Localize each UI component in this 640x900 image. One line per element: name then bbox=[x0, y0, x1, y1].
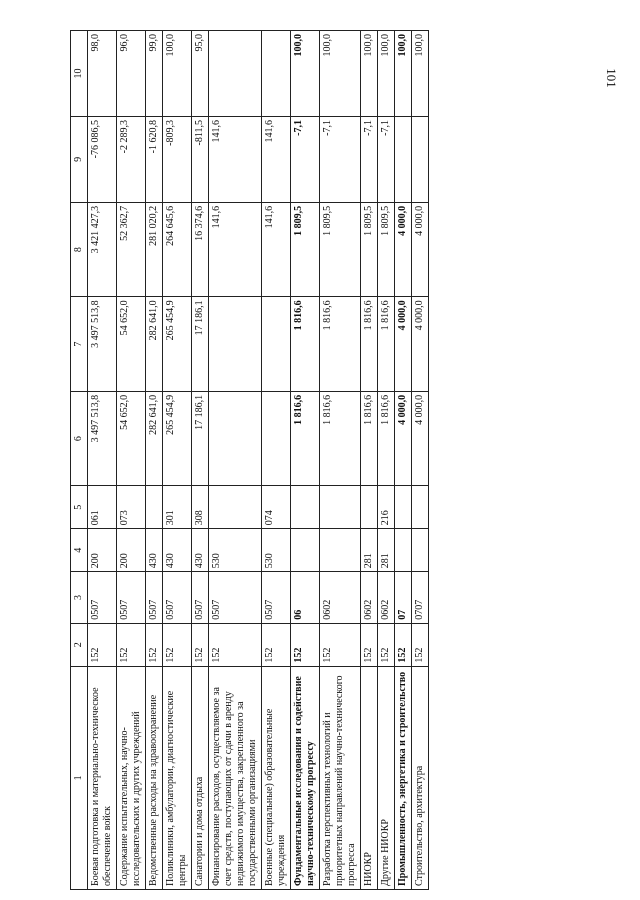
col-header-6: 6 bbox=[71, 391, 88, 485]
cell-col-5: 061 bbox=[88, 486, 117, 529]
cell-col-10: 99,0 bbox=[146, 31, 163, 117]
cell-col-4: 200 bbox=[88, 529, 117, 572]
col-header-10: 10 bbox=[71, 31, 88, 117]
cell-col-6: 1 816,6 bbox=[378, 391, 395, 485]
row-label: Другие НИОКР bbox=[378, 666, 395, 889]
cell-col-5: 074 bbox=[262, 486, 291, 529]
cell-col-4: 530 bbox=[262, 529, 291, 572]
col-header-3: 3 bbox=[71, 572, 88, 624]
row-label: Фундаментальные исследования и содействие научно-техническому прогрессу bbox=[291, 666, 320, 889]
table-row bbox=[262, 31, 291, 890]
cell-col-9: -7,1 bbox=[378, 116, 395, 202]
cell-col-10: 100,0 bbox=[361, 31, 378, 117]
col-header-2: 2 bbox=[71, 623, 88, 666]
cell-col-2: 152 bbox=[395, 623, 412, 666]
cell-col-7: 1 816,6 bbox=[361, 297, 378, 391]
cell-col-3: 0507 bbox=[88, 572, 117, 624]
cell-col-8: 141,6 bbox=[209, 202, 262, 296]
cell-col-5: 216 bbox=[378, 486, 395, 529]
cell-col-6: 4 000,0 bbox=[395, 391, 412, 485]
cell-col-5 bbox=[291, 486, 320, 529]
cell-col-2: 152 bbox=[163, 623, 192, 666]
row-label: Военные (специальные) образовательные учреждения bbox=[262, 666, 291, 889]
cell-col-5 bbox=[412, 486, 429, 529]
table-row bbox=[320, 31, 361, 890]
cell-col-3: 0602 bbox=[361, 572, 378, 624]
cell-col-8: 264 645,6 bbox=[163, 202, 192, 296]
cell-col-9: -7,1 bbox=[291, 116, 320, 202]
cell-col-9: 141,6 bbox=[209, 116, 262, 202]
cell-col-8: 4 000,0 bbox=[412, 202, 429, 296]
cell-col-3: 0602 bbox=[320, 572, 361, 624]
col-header-1: 1 bbox=[71, 666, 88, 889]
cell-col-4: 530 bbox=[209, 529, 262, 572]
cell-col-4: 430 bbox=[146, 529, 163, 572]
cell-col-4: 200 bbox=[117, 529, 146, 572]
cell-col-10: 95,0 bbox=[192, 31, 209, 117]
table-row bbox=[146, 31, 163, 890]
table-row bbox=[192, 31, 209, 890]
cell-col-8: 1 809,5 bbox=[320, 202, 361, 296]
cell-col-9 bbox=[412, 116, 429, 202]
cell-col-8: 141,6 bbox=[262, 202, 291, 296]
col-header-5: 5 bbox=[71, 486, 88, 529]
page-number: 101 bbox=[603, 68, 619, 88]
cell-col-4: 430 bbox=[163, 529, 192, 572]
cell-col-6: 265 454,9 bbox=[163, 391, 192, 485]
cell-col-10: 100,0 bbox=[163, 31, 192, 117]
cell-col-10: 100,0 bbox=[291, 31, 320, 117]
cell-col-9: -809,3 bbox=[163, 116, 192, 202]
cell-col-7: 282 641,0 bbox=[146, 297, 163, 391]
cell-col-9: 141,6 bbox=[262, 116, 291, 202]
header-row bbox=[71, 31, 88, 890]
cell-col-7 bbox=[262, 297, 291, 391]
cell-col-7: 4 000,0 bbox=[412, 297, 429, 391]
cell-col-3: 0507 bbox=[262, 572, 291, 624]
table-row bbox=[291, 31, 320, 890]
row-label: Строительство, архитектура bbox=[412, 666, 429, 889]
cell-col-7: 4 000,0 bbox=[395, 297, 412, 391]
cell-col-7 bbox=[209, 297, 262, 391]
table-row bbox=[163, 31, 192, 890]
table-row bbox=[412, 31, 429, 890]
row-label: Санатории и дома отдыха bbox=[192, 666, 209, 889]
table-row bbox=[117, 31, 146, 890]
cell-col-9: -2 289,3 bbox=[117, 116, 146, 202]
cell-col-2: 152 bbox=[209, 623, 262, 666]
cell-col-9 bbox=[395, 116, 412, 202]
cell-col-3: 0602 bbox=[378, 572, 395, 624]
cell-col-10: 100,0 bbox=[320, 31, 361, 117]
cell-col-5: 308 bbox=[192, 486, 209, 529]
row-label: Финансирование расходов, осуществляемое за счет средств, поступающих от сдачи в аренду недвижимого имущества, закрепленного за государственными организациями bbox=[209, 666, 262, 889]
cell-col-5 bbox=[209, 486, 262, 529]
cell-col-8: 281 020,2 bbox=[146, 202, 163, 296]
cell-col-3: 0507 bbox=[117, 572, 146, 624]
cell-col-9: -76 086,5 bbox=[88, 116, 117, 202]
cell-col-10: 100,0 bbox=[412, 31, 429, 117]
cell-col-3: 07 bbox=[395, 572, 412, 624]
cell-col-8: 4 000,0 bbox=[395, 202, 412, 296]
cell-col-6: 4 000,0 bbox=[412, 391, 429, 485]
cell-col-4 bbox=[320, 529, 361, 572]
cell-col-6: 1 816,6 bbox=[291, 391, 320, 485]
cell-col-3: 0707 bbox=[412, 572, 429, 624]
row-label: Промышленность, энергетика и строительство bbox=[395, 666, 412, 889]
row-label: Содержание испытательных, научно-исследовательских и других учреждений bbox=[117, 666, 146, 889]
cell-col-8: 3 421 427,3 bbox=[88, 202, 117, 296]
cell-col-6: 54 652,0 bbox=[117, 391, 146, 485]
col-header-7: 7 bbox=[71, 297, 88, 391]
cell-col-2: 152 bbox=[291, 623, 320, 666]
cell-col-4 bbox=[412, 529, 429, 572]
cell-col-4: 281 bbox=[361, 529, 378, 572]
cell-col-5: 073 bbox=[117, 486, 146, 529]
cell-col-4: 281 bbox=[378, 529, 395, 572]
cell-col-8: 1 809,5 bbox=[378, 202, 395, 296]
cell-col-4 bbox=[395, 529, 412, 572]
cell-col-9: -811,5 bbox=[192, 116, 209, 202]
cell-col-2: 152 bbox=[412, 623, 429, 666]
cell-col-8: 1 809,5 bbox=[361, 202, 378, 296]
cell-col-5 bbox=[320, 486, 361, 529]
cell-col-6: 17 186,1 bbox=[192, 391, 209, 485]
table-row bbox=[378, 31, 395, 890]
cell-col-10 bbox=[262, 31, 291, 117]
cell-col-2: 152 bbox=[361, 623, 378, 666]
cell-col-2: 152 bbox=[88, 623, 117, 666]
cell-col-6: 282 641,0 bbox=[146, 391, 163, 485]
col-header-9: 9 bbox=[71, 116, 88, 202]
row-label: Разработка перспективных технологий и приоритетных направлений научно-технического прогресса bbox=[320, 666, 361, 889]
cell-col-9: -7,1 bbox=[320, 116, 361, 202]
cell-col-7: 265 454,9 bbox=[163, 297, 192, 391]
cell-col-7: 1 816,6 bbox=[291, 297, 320, 391]
cell-col-6 bbox=[209, 391, 262, 485]
cell-col-6: 1 816,6 bbox=[361, 391, 378, 485]
cell-col-10: 100,0 bbox=[395, 31, 412, 117]
rotated-content bbox=[70, 30, 630, 890]
budget-table bbox=[70, 30, 429, 890]
cell-col-10 bbox=[209, 31, 262, 117]
cell-col-6 bbox=[262, 391, 291, 485]
row-label: Боевая подготовка и материально-техническое обеспечение войск bbox=[88, 666, 117, 889]
table-row bbox=[209, 31, 262, 890]
cell-col-4: 430 bbox=[192, 529, 209, 572]
cell-col-10: 100,0 bbox=[378, 31, 395, 117]
table-row bbox=[395, 31, 412, 890]
cell-col-9: -7,1 bbox=[361, 116, 378, 202]
cell-col-10: 96,0 bbox=[117, 31, 146, 117]
rotated-page bbox=[70, 30, 630, 890]
cell-col-5 bbox=[361, 486, 378, 529]
cell-col-2: 152 bbox=[262, 623, 291, 666]
cell-col-7: 1 816,6 bbox=[378, 297, 395, 391]
cell-col-3: 0507 bbox=[192, 572, 209, 624]
table-row bbox=[361, 31, 378, 890]
cell-col-10: 98,0 bbox=[88, 31, 117, 117]
col-header-4: 4 bbox=[71, 529, 88, 572]
row-label: Ведомственные расходы на здравоохранение bbox=[146, 666, 163, 889]
cell-col-2: 152 bbox=[192, 623, 209, 666]
cell-col-4 bbox=[291, 529, 320, 572]
cell-col-2: 152 bbox=[320, 623, 361, 666]
table-body bbox=[88, 31, 429, 890]
cell-col-3: 0507 bbox=[163, 572, 192, 624]
cell-col-8: 16 374,6 bbox=[192, 202, 209, 296]
cell-col-2: 152 bbox=[146, 623, 163, 666]
cell-col-6: 3 497 513,8 bbox=[88, 391, 117, 485]
cell-col-7: 17 186,1 bbox=[192, 297, 209, 391]
cell-col-7: 3 497 513,8 bbox=[88, 297, 117, 391]
table-row bbox=[88, 31, 117, 890]
col-header-8: 8 bbox=[71, 202, 88, 296]
cell-col-2: 152 bbox=[117, 623, 146, 666]
cell-col-3: 06 bbox=[291, 572, 320, 624]
cell-col-5 bbox=[146, 486, 163, 529]
cell-col-2: 152 bbox=[378, 623, 395, 666]
cell-col-8: 1 809,5 bbox=[291, 202, 320, 296]
row-label: Поликлиники, амбулатории, диагностические центры bbox=[163, 666, 192, 889]
row-label: НИОКР bbox=[361, 666, 378, 889]
cell-col-7: 1 816,6 bbox=[320, 297, 361, 391]
cell-col-6: 1 816,6 bbox=[320, 391, 361, 485]
cell-col-3: 0507 bbox=[209, 572, 262, 624]
cell-col-8: 52 362,7 bbox=[117, 202, 146, 296]
cell-col-5: 301 bbox=[163, 486, 192, 529]
cell-col-5 bbox=[395, 486, 412, 529]
cell-col-9: -1 620,8 bbox=[146, 116, 163, 202]
cell-col-3: 0507 bbox=[146, 572, 163, 624]
cell-col-7: 54 652,0 bbox=[117, 297, 146, 391]
